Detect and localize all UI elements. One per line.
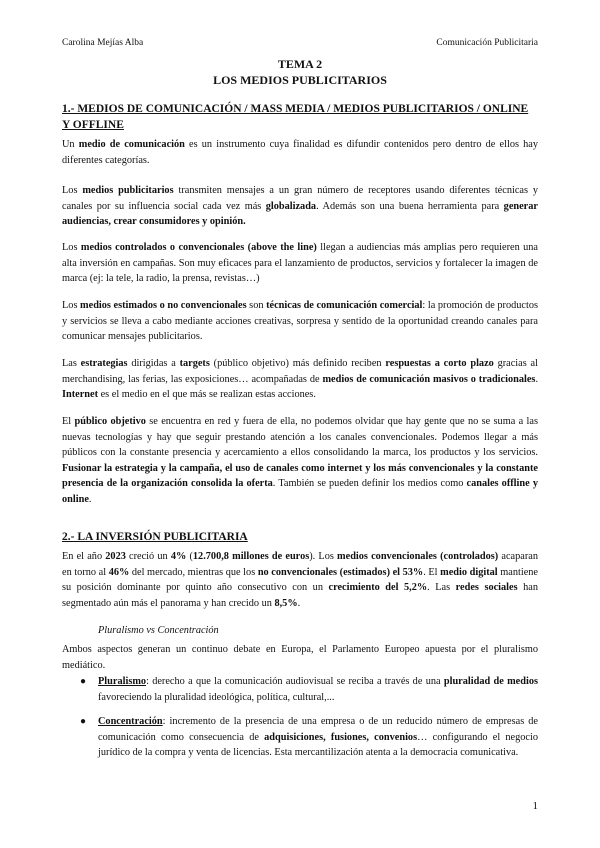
bullet-icon: ● [80, 716, 87, 727]
bullet-item-pluralismo: Pluralismo: derecho a que la comunicación audiovisual se reciba a través de una pluralidad de medios favoreciendo la pluralidad ideológica, política, cultural,... [98, 676, 538, 703]
section2-paragraph-1: En el año 2023 creció un 4% (12.700,8 millones de euros). Los medios convencionales (controlados) acaparan en torno al 46% del mercado, mientras que los no convencionales (estimados) el 53%. El medio digital mantiene su posición dominante por quinto año consecutivo con un crecimiento del 5,2%. Las redes sociales han segmentado aún más el panorama y han crecido un 8,5%. [62, 551, 539, 609]
doc-title-line2: LOS MEDIOS PUBLICITARIOS [213, 73, 387, 87]
bullet-item-concentracion: Concentración: incremento de la presencia de una empresa o de un reducido número de empresas de comunicación como consecuencia de adquisiciones, fusiones, convenios… configurando el negocio jurídico de la compra y venta de licencias. Esta mercantilización atenta a la democracia comunicativa. [98, 716, 539, 758]
section1-paragraph-5: Las estrategias dirigidas a targets (público objetivo) más definido reciben respuestas a corto plazo gracias al merchandising, las ferias, las exposiciones… acompañadas de medios de comunicación masivos o tradicionales. Internet es el medio en el que más se realizan estas acciones. [62, 358, 539, 400]
section1-paragraph-3: Los medios controlados o convencionales (above the line) llegan a audiencias más amplias pero requieren una alta inversión en campañas. Son muy eficaces para el lanzamiento de productos, servicios y fortalecer la imagen de marca (ej: la tele, la radio, la prensa, revistas…) [62, 242, 538, 284]
section1-paragraph-1: Un medio de comunicación es un instrumento cuya finalidad es difundir contenidos pero dentro de ellos hay diferentes categorías. [62, 139, 539, 166]
section2-subheading: Pluralismo vs Concentración [98, 625, 219, 636]
section2-heading: 2.- LA INVERSIÓN PUBLICITARIA [62, 531, 248, 543]
bullet-icon: ● [80, 676, 87, 687]
header-author: Carolina Mejías Alba [62, 38, 144, 48]
section1-paragraph-6: El público objetivo se encuentra en red y fuera de ella, no podemos olvidar que hay gente que no se suma a las nuevas tecnologías y hay que seguir prestando atención a los canales convencionales. Podemos llegar a más públicos con la constante presencia y acercamiento a ellos consolidando la marca, los productos y los servicios. Fusionar la estrategia y la campaña, el uso de canales como internet y los más convencionales y la constante presencia de la organización consolida la oferta. También se pueden definir los medios como canales offline y online. [62, 416, 538, 505]
section1-paragraph-4: Los medios estimados o no convencionales son técnicas de comunicación comercial: la promoción de productos y servicios se lleva a cabo mediante acciones creativas, sorpresa y sentido de la oportunidad creando canales para comunicar mensajes publicitarios. [62, 300, 538, 342]
page-number: 1 [532, 800, 538, 812]
section1-paragraph-2: Los medios publicitarios transmiten mensajes a un gran número de receptores usando diferentes técnicas y canales por su influencia social cada vez más globalizada. Además son una buena herramienta para generar audiencias, crear consumidores y opinión. [62, 185, 538, 227]
section2-paragraph-2: Ambos aspectos generan un continuo debate en Europa, el Parlamento Europeo apuesta por el pluralismo mediático. [62, 644, 538, 671]
header-subject: Comunicación Publicitaria [436, 38, 538, 48]
doc-title-line1: TEMA 2 [277, 57, 323, 71]
section1-heading: 1.- MEDIOS DE COMUNICACIÓN / MASS MEDIA / MEDIOS PUBLICITARIOS / ONLINE Y OFFLINE [62, 103, 529, 131]
